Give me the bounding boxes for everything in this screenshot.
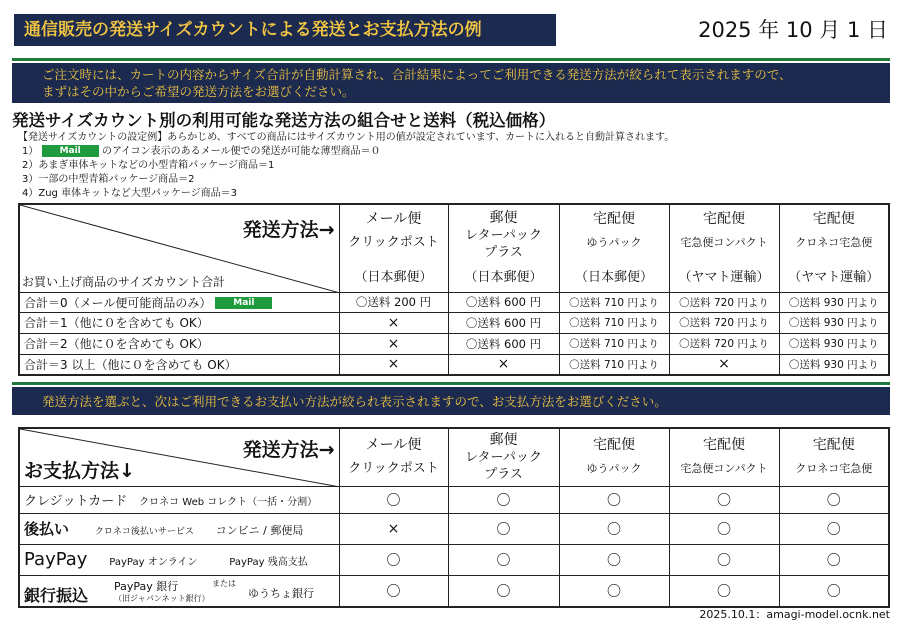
col-header-kuroneko: [779, 204, 889, 292]
cost-cell: ×: [339, 312, 448, 333]
row-label: 合計＝3 以上（他に０を含めても OK）: [19, 354, 339, 375]
col-header-clickpost: [339, 428, 448, 486]
col-header-line: 宅急便コンパクト: [680, 462, 768, 476]
cost-cell: 〇送料 720 円より: [669, 312, 779, 333]
col-header-carrier: （日本郵便）: [354, 269, 433, 285]
setting-item-4: 4）Zug 車体キットなど大型パッケージ商品＝3: [22, 188, 238, 199]
cost-cell: 〇送料 710 円より: [559, 292, 669, 312]
notice-line-2: まずはその中からご希望の発送方法をお選びください。: [42, 84, 355, 99]
payment-sub-or: または: [212, 578, 236, 588]
col-header-line: メール便: [365, 210, 422, 227]
col-header-line: 宅急便コンパクト: [680, 235, 768, 249]
payment-table-corner: [19, 428, 339, 486]
col-header-line: ゆうパック: [586, 235, 642, 249]
cost-cell: ×: [448, 354, 559, 375]
col-header-line: メール便: [365, 437, 422, 454]
col-header-carrier: （ヤマト運輸）: [788, 269, 880, 285]
availability-cell: 〇: [669, 486, 779, 513]
col-header-line: ゆうパック: [586, 462, 642, 476]
col-header-carrier: （日本郵便）: [574, 269, 653, 285]
setting-intro: 【発送サイズカウントの設定例】あらかじめ、すべての商品にはサイズカウント用の値が設定されています、カートに入れると自動計算されます。: [18, 132, 675, 143]
cost-cell: 〇送料 930 円より: [779, 333, 889, 354]
green-rule-top: [12, 58, 890, 61]
col-header-carrier: （ヤマト運輸）: [678, 269, 770, 285]
corner-shipping-method-label: 発送方法→: [242, 439, 335, 461]
payment-sub-2: ゆうちょ銀行: [248, 586, 314, 600]
col-header-line: 郵便: [489, 210, 518, 227]
table-row: [19, 575, 889, 607]
cost-cell: 〇送料 200 円: [339, 292, 448, 312]
col-header-line: 宅配便: [703, 437, 745, 454]
cost-cell: 〇送料 930 円より: [779, 354, 889, 375]
payment-sub: PayPay 銀行: [114, 579, 179, 593]
availability-cell: 〇: [339, 575, 448, 607]
col-header-line: クロネコ宅急便: [795, 462, 873, 476]
table-row: [19, 292, 889, 312]
col-header-yupack: [559, 428, 669, 486]
availability-cell: 〇: [559, 544, 669, 575]
cost-cell: 〇送料 600 円: [448, 292, 559, 312]
col-header-line: 宅配便: [812, 210, 855, 227]
availability-cell: 〇: [339, 544, 448, 575]
col-header-clickpost: [339, 204, 448, 292]
row-label: [19, 575, 339, 607]
availability-cell: 〇: [448, 513, 559, 544]
setting-item-2: 2）あまぎ車体キットなどの小型青箱パッケージ商品＝1: [22, 160, 275, 171]
notice-line-1: ご注文時には、カートの内容からサイズ合計が自動計算され、合計結果によってご利用できる発送方法が絞られて表示されますので、: [42, 67, 792, 82]
payment-label: 後払い: [24, 520, 70, 538]
table-row: [19, 354, 889, 375]
col-header-yupack: [559, 204, 669, 292]
cost-cell: 〇送料 930 円より: [779, 312, 889, 333]
row-label: 合計＝1（他に０を含めても OK）: [19, 312, 339, 333]
col-header-takkyubin-compact: [669, 428, 779, 486]
payment-method-table: [18, 427, 890, 608]
page-title: 通信販売の発送サイズカウントによる発送とお支払方法の例: [24, 20, 482, 40]
corner-payment-method-label: お支払方法↓: [24, 459, 135, 482]
payment-sub-note: （旧ジャパンネット銀行）: [114, 593, 210, 603]
notice-payment-text: 発送方法を選ぶと、次はご利用できるお支払い方法が絞られ表示されますので、お支払方法をお選びください。: [42, 394, 667, 409]
col-header-line: クリックポスト: [348, 234, 439, 250]
cost-cell: 〇送料 710 円より: [559, 333, 669, 354]
setting-item-1-text: のアイコン表示のあるメール便での発送が可能な薄型商品＝０: [101, 146, 381, 157]
payment-sub-2: PayPay 残高支払: [229, 557, 308, 568]
payment-label: 銀行振込: [24, 585, 89, 605]
payment-sub: PayPay オンライン: [109, 557, 198, 568]
col-header-line: プラス: [484, 245, 523, 261]
availability-cell: 〇: [559, 486, 669, 513]
availability-cell: 〇: [669, 544, 779, 575]
col-header-carrier: （日本郵便）: [464, 270, 543, 286]
payment-sub-2: コンビニ / 郵便局: [215, 524, 304, 537]
cost-cell: 〇送料 720 円より: [669, 333, 779, 354]
availability-cell: 〇: [669, 575, 779, 607]
table-row: [19, 333, 889, 354]
availability-cell: 〇: [779, 575, 889, 607]
col-header-line: 宅配便: [593, 210, 635, 227]
cost-cell: 〇送料 720 円より: [669, 292, 779, 312]
shipping-cost-table: [18, 203, 890, 376]
payment-label: PayPay: [24, 549, 88, 570]
row-label: [19, 292, 339, 312]
availability-cell: 〇: [448, 544, 559, 575]
table-row: [19, 312, 889, 333]
availability-cell: 〇: [559, 575, 669, 607]
col-header-line: クロネコ宅急便: [795, 235, 873, 249]
availability-cell: ×: [339, 513, 448, 544]
availability-cell: 〇: [779, 486, 889, 513]
col-header-line: レターパック: [465, 228, 542, 244]
availability-cell: 〇: [339, 486, 448, 513]
cost-cell: 〇送料 710 円より: [559, 312, 669, 333]
notice-banner-payment: [12, 387, 890, 415]
availability-cell: 〇: [669, 513, 779, 544]
row-label: [19, 544, 339, 575]
payment-table-header-row: [19, 428, 889, 486]
table-row: [19, 513, 889, 544]
footer-credit: 2025.10.1：amagi-model.ocnk.net: [699, 608, 890, 621]
col-header-takkyubin-compact: [669, 204, 779, 292]
cost-cell: ×: [669, 354, 779, 375]
col-header-letterpack: [448, 428, 559, 486]
col-header-line: クリックポスト: [348, 461, 439, 477]
table-row: [19, 486, 889, 513]
cost-cell: 〇送料 930 円より: [779, 292, 889, 312]
setting-item-1-number: 1）: [22, 146, 39, 157]
green-rule-middle: [12, 382, 890, 385]
availability-cell: 〇: [779, 513, 889, 544]
row-label-text: 合計＝0（メール便可能商品のみ）: [24, 295, 212, 310]
row-label: [19, 513, 339, 544]
setting-item-1: [22, 145, 380, 159]
mail-badge: Mail: [42, 145, 99, 157]
row-label: [19, 486, 339, 513]
col-header-line: プラス: [484, 466, 523, 482]
col-header-line: 宅配便: [593, 437, 635, 454]
table-row: [19, 544, 889, 575]
availability-cell: 〇: [448, 486, 559, 513]
payment-sub: クロネコ後払いサービス: [94, 527, 194, 537]
section-title: 発送サイズカウント別の利用可能な発送方法の組合せと送料（税込価格）: [12, 111, 556, 130]
page-date: 2025 年 10 月 1 日: [698, 18, 888, 42]
shipping-table-header-row: [19, 204, 889, 292]
cost-cell: ×: [339, 354, 448, 375]
cost-cell: ×: [339, 333, 448, 354]
availability-cell: 〇: [779, 544, 889, 575]
cost-cell: 〇送料 600 円: [448, 333, 559, 354]
col-header-kuroneko: [779, 428, 889, 486]
payment-sub: クロネコ Web コレクト（一括・分割）: [139, 497, 318, 508]
col-header-line: レターパック: [465, 449, 542, 465]
availability-cell: 〇: [448, 575, 559, 607]
col-header-line: 宅配便: [703, 210, 745, 227]
shipping-table-corner: [19, 204, 339, 292]
notice-banner-shipping: [12, 63, 890, 103]
col-header-line: 郵便: [489, 431, 518, 448]
cost-cell: 〇送料 710 円より: [559, 354, 669, 375]
payment-label: クレジットカード: [24, 494, 128, 509]
corner-size-count-label: お買い上げ商品のサイズカウント合計: [22, 274, 226, 289]
row-label: 合計＝2（他に０を含めても OK）: [19, 333, 339, 354]
mail-badge: Mail: [215, 297, 272, 309]
availability-cell: 〇: [559, 513, 669, 544]
col-header-letterpack: [448, 204, 559, 292]
cost-cell: 〇送料 600 円: [448, 312, 559, 333]
corner-shipping-method-label: 発送方法→: [242, 219, 335, 241]
setting-item-3: 3）一部の中型青箱パッケージ商品＝2: [22, 174, 195, 185]
col-header-line: 宅配便: [812, 437, 855, 454]
